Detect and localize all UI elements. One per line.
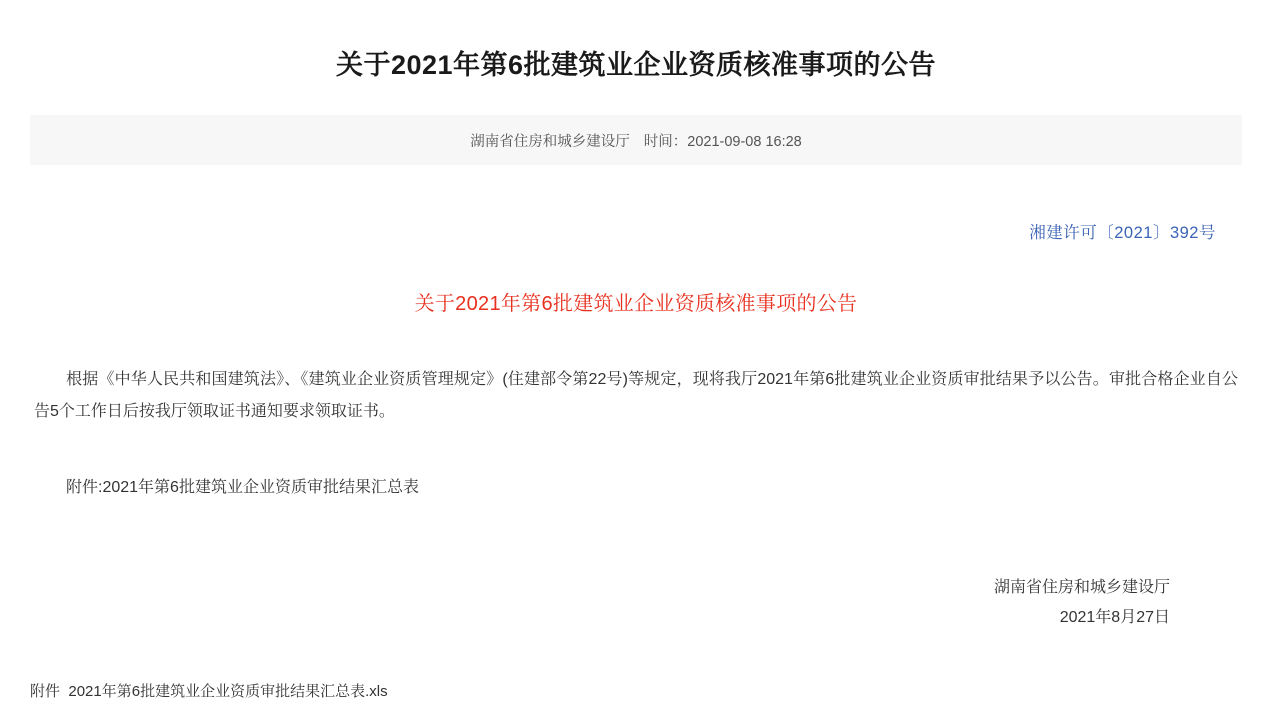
attachment-file-link[interactable]: 2021年第6批建筑业企业资质审批结果汇总表.xls bbox=[68, 683, 388, 700]
page-title: 关于2021年第6批建筑业企业资质核准事项的公告 bbox=[335, 50, 937, 80]
signature-organization: 湖南省住房和城乡建设厅 bbox=[993, 579, 1170, 597]
paragraph-text: 根据《中华人民共和国建筑法》、《建筑业企业资质管理规定》(住建部令第22号)等规定，现将我厅2021年第6批建筑业企业资质审批结果予以公告。审批合格企业自公告5个工作日后按我厅领取证书通知要求领取证书。 bbox=[34, 371, 1238, 421]
signature-date: 2021年8月27日 bbox=[1059, 609, 1170, 627]
signature-block bbox=[30, 573, 1242, 634]
attachment-reference: 附件:2021年第6批建筑业企业资质审批结果汇总表 bbox=[66, 479, 419, 497]
meta-bar bbox=[30, 115, 1242, 165]
time-label: 时间：2021-09-08 16:28 bbox=[643, 133, 802, 150]
attachment-footer bbox=[30, 680, 388, 701]
document-paragraph bbox=[30, 364, 1242, 428]
attachment-prefix-label: 附件 bbox=[30, 683, 61, 700]
document-body bbox=[0, 219, 1272, 634]
source-label: 湖南省住房和城乡建设厅 bbox=[470, 133, 630, 150]
document-red-title: 关于2021年第6批建筑业企业资质核准事项的公告 bbox=[414, 293, 858, 316]
document-number: 湘建许可〔2021〕392号 bbox=[1029, 224, 1216, 243]
